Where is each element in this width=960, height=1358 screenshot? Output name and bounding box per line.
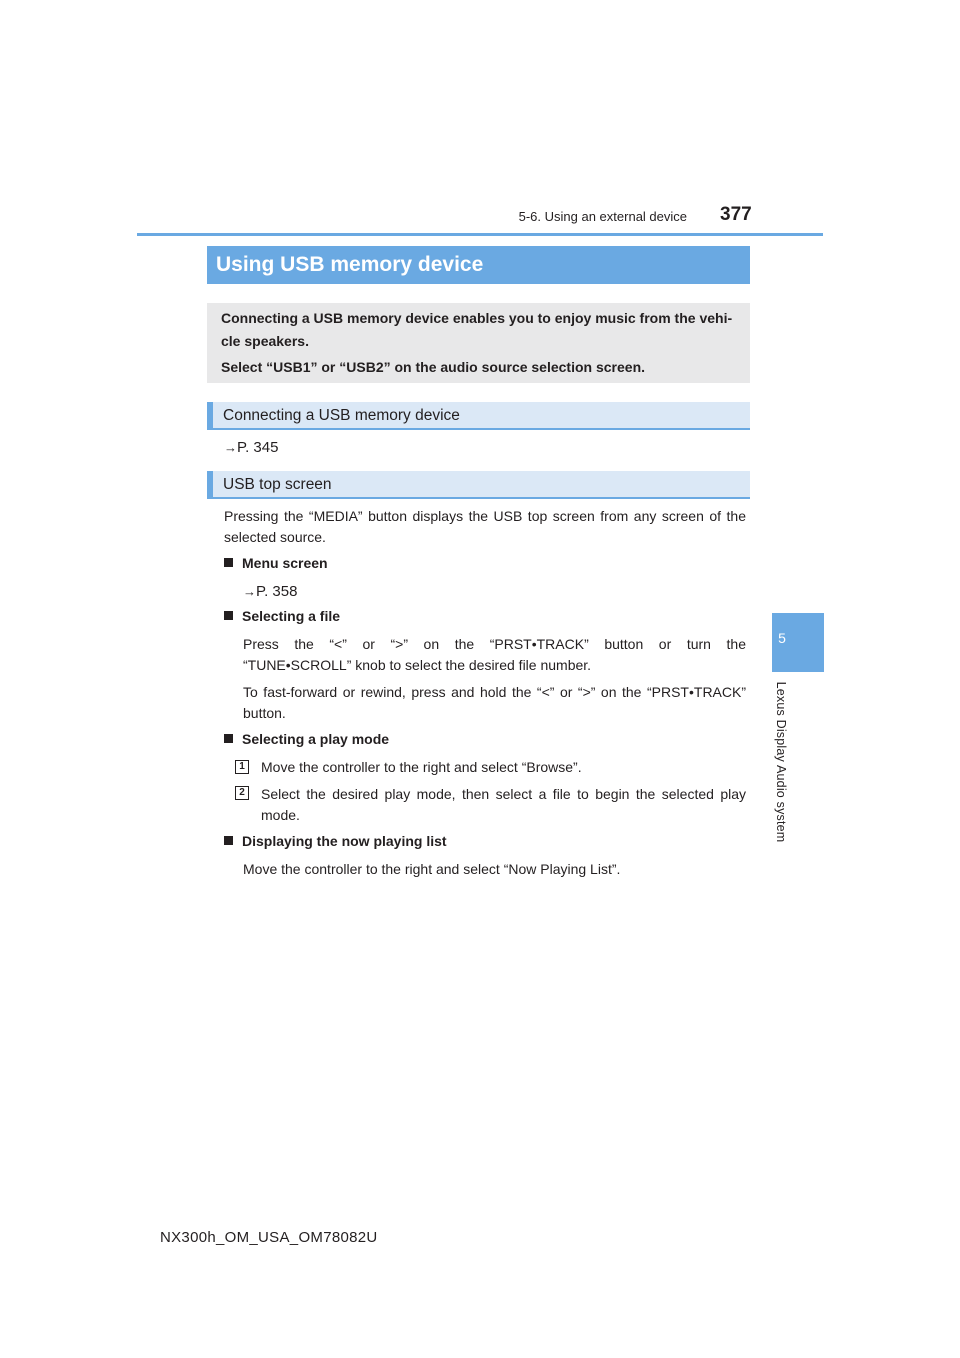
page-number: 377 <box>720 204 752 225</box>
paragraph-line: “TUNE•SCROLL” knob to select the desired file number. <box>243 657 592 673</box>
step-number-2: 2 <box>235 786 249 800</box>
bullet-heading: Menu screen <box>242 555 328 571</box>
arrow-right-icon: → <box>243 584 256 599</box>
header-section-title: 5-6. Using an external device <box>518 209 687 224</box>
subhead-usb-top-screen: USB top screen <box>207 471 750 499</box>
paragraph-line: Select the desired play mode, then select a file to begin the selected play <box>261 786 746 802</box>
bullet-heading: Displaying the now playing list <box>242 833 447 849</box>
chapter-tab-title: Lexus Display Audio system <box>774 681 788 843</box>
header-rule <box>137 233 823 236</box>
page-reference: P. 358 <box>256 583 298 600</box>
paragraph-line: Press the “<” or “>” on the “PRST•TRACK” button or turn the <box>243 636 746 652</box>
bullet-selecting-file <box>224 608 340 624</box>
paragraph-line: To fast-forward or rewind, press and hold the “<” or “>” on the “PRST•TRACK” <box>243 684 746 700</box>
usb-top-paragraph <box>224 506 746 548</box>
bullet-heading: Selecting a play mode <box>242 731 390 747</box>
step-1-text: Move the controller to the right and select “Browse”. <box>261 759 582 775</box>
page-reference: P. 345 <box>237 439 279 456</box>
selecting-file-text <box>243 634 746 724</box>
square-bullet-icon <box>224 558 233 567</box>
intro-box <box>207 303 750 383</box>
cross-reference[interactable] <box>224 437 278 458</box>
paragraph-line: Pressing the “MEDIA” button displays the USB top screen from any screen of the <box>224 508 746 524</box>
intro-line-1: Connecting a USB memory device enables you to enjoy music from the vehi- <box>221 310 733 326</box>
intro-line-3: Select “USB1” or “USB2” on the audio source selection screen. <box>221 359 646 375</box>
now-playing-text: Move the controller to the right and select “Now Playing List”. <box>243 861 621 877</box>
document-code: NX300h_OM_USA_OM78082U <box>160 1229 378 1246</box>
square-bullet-icon <box>224 734 233 743</box>
bullet-menu-screen <box>224 555 328 571</box>
chapter-tab-number: 5 <box>778 630 786 646</box>
step-2-text <box>261 784 746 826</box>
bullet-heading: Selecting a file <box>242 608 341 624</box>
bullet-play-mode <box>224 731 389 747</box>
paragraph-line: mode. <box>261 807 300 823</box>
square-bullet-icon <box>224 836 233 845</box>
page-title: Using USB memory device <box>207 246 750 284</box>
step-number-1: 1 <box>235 760 249 774</box>
paragraph-line: button. <box>243 705 286 721</box>
square-bullet-icon <box>224 611 233 620</box>
cross-reference[interactable] <box>243 581 297 602</box>
paragraph-line: selected source. <box>224 529 326 545</box>
subhead-connecting-usb: Connecting a USB memory device <box>207 402 750 430</box>
arrow-right-icon: → <box>224 440 237 455</box>
bullet-now-playing <box>224 833 447 849</box>
intro-line-2: cle speakers. <box>221 333 309 349</box>
